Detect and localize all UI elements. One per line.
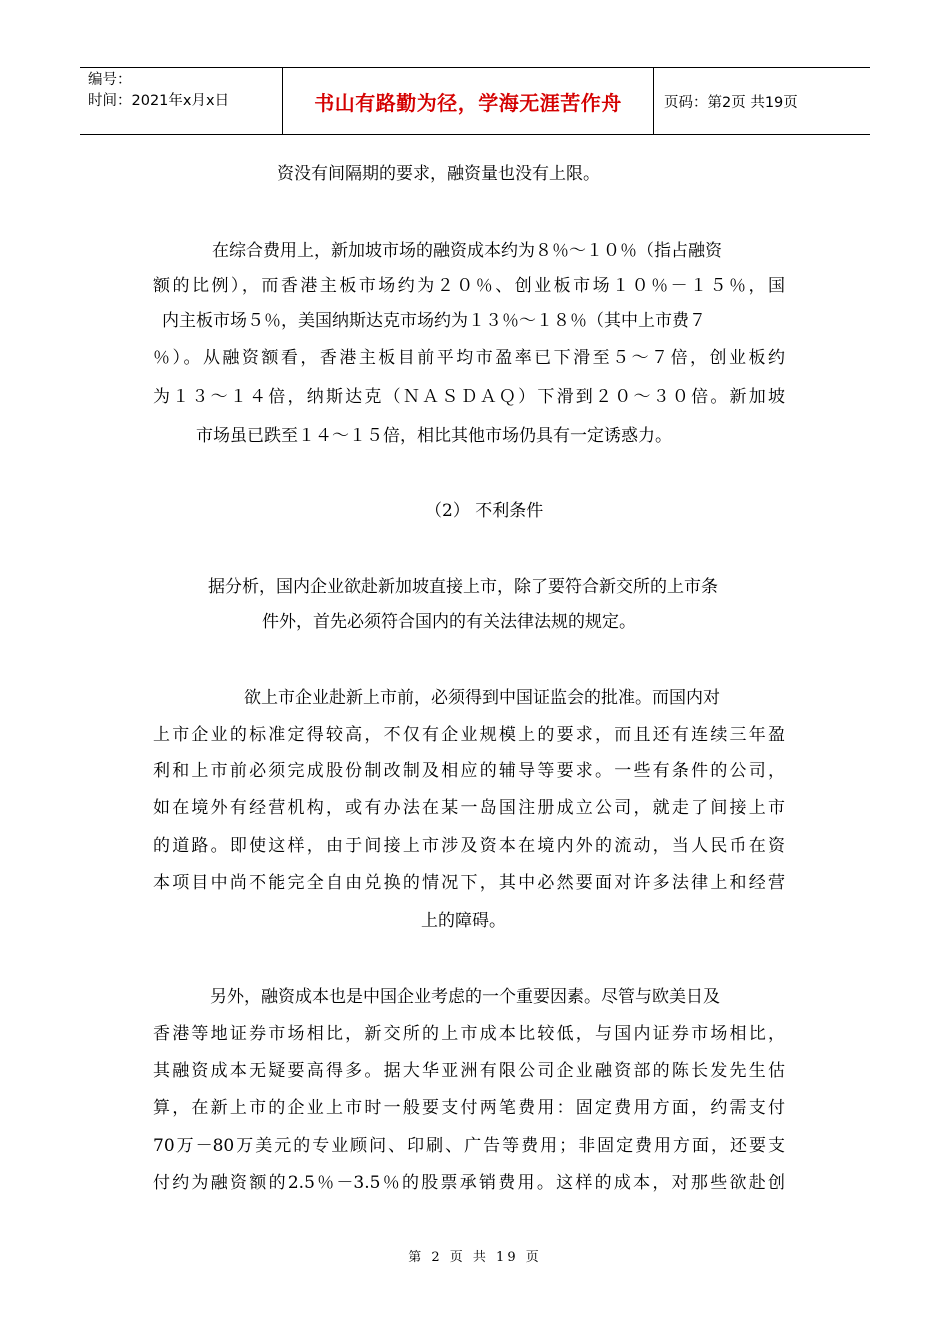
document-number-label: 编号： — [88, 72, 132, 88]
text-line: 利和上市前必须完成股份制改制及相应的辅导等要求。一些有条件的公司， — [153, 761, 785, 781]
text-line: 其融资成本无疑要高得多。据大华亚洲有限公司企业融资部的陈长发先生估 — [153, 1061, 785, 1081]
text-line: 资没有间隔期的要求，融资量也没有上限。 — [277, 164, 600, 184]
text-line: 欲上市企业赴新上市前，必须得到中国证监会的批准。而国内对 — [244, 688, 720, 708]
text-line: 额的比例），而香港主板市场约为２０％、创业板市场１０％－１５％，国 — [153, 276, 785, 296]
page-header — [80, 67, 870, 135]
text-line: 为１３～１４倍，纳斯达克（ＮＡＳＤＡＱ）下滑到２０～３０倍。新加坡 — [153, 387, 785, 407]
text-line: 另外，融资成本也是中国企业考虑的一个重要因素。尽管与欧美日及 — [210, 987, 720, 1007]
header-motto: 书山有路勤为径，学海无涯苦作舟 — [282, 68, 654, 134]
section-heading: （2） 不利条件 — [425, 501, 544, 521]
text-line: 70万－80万美元的专业顾问、印刷、广告等费用；非固定费用方面，还要支 — [153, 1136, 785, 1156]
text-line: 付约为融资额的2.5％－3.5％的股票承销费用。这样的成本，对那些欲赴创 — [153, 1173, 785, 1193]
text-line: 的道路。即使这样，由于间接上市涉及资本在境内外的流动，当人民币在资 — [153, 836, 785, 856]
text-line: 件外，首先必须符合国内的有关法律法规的规定。 — [262, 612, 636, 632]
text-line: 上市企业的标准定得较高，不仅有企业规模上的要求，而且还有连续三年盈 — [153, 725, 785, 745]
header-page-info: 页码：第2页 共19页 — [664, 94, 798, 111]
text-line: 算，在新上市的企业上市时一般要支付两笔费用：固定费用方面，约需支付 — [153, 1098, 785, 1118]
text-line: ％）。从融资额看，香港主板目前平均市盈率已下滑至５～７倍，创业板约 — [153, 348, 785, 368]
text-line: 在综合费用上，新加坡市场的融资成本约为８％～１０％（指占融资 — [212, 241, 722, 261]
document-date-label: 时间：2021年x月x日 — [88, 93, 230, 109]
text-line: 如在境外有经营机构，或有办法在某一岛国注册成立公司，就走了间接上市 — [153, 798, 785, 818]
page-footer: 第 2 页 共 19 页 — [408, 1250, 542, 1265]
text-line: 本项目中尚不能完全自由兑换的情况下，其中必然要面对许多法律上和经营 — [153, 873, 785, 893]
text-line: 香港等地证券市场相比，新交所的上市成本比较低，与国内证券市场相比， — [153, 1024, 785, 1044]
text-line: 据分析，国内企业欲赴新加坡直接上市，除了要符合新交所的上市条 — [208, 577, 718, 597]
text-line: 上的障碍。 — [421, 911, 506, 931]
text-line: 市场虽已跌至１４～１５倍，相比其他市场仍具有一定诱惑力。 — [196, 426, 672, 446]
header-meta — [80, 68, 282, 134]
text-line: 内主板市场５％，美国纳斯达克市场约为１３％～１８％（其中上市费７ — [162, 311, 706, 331]
